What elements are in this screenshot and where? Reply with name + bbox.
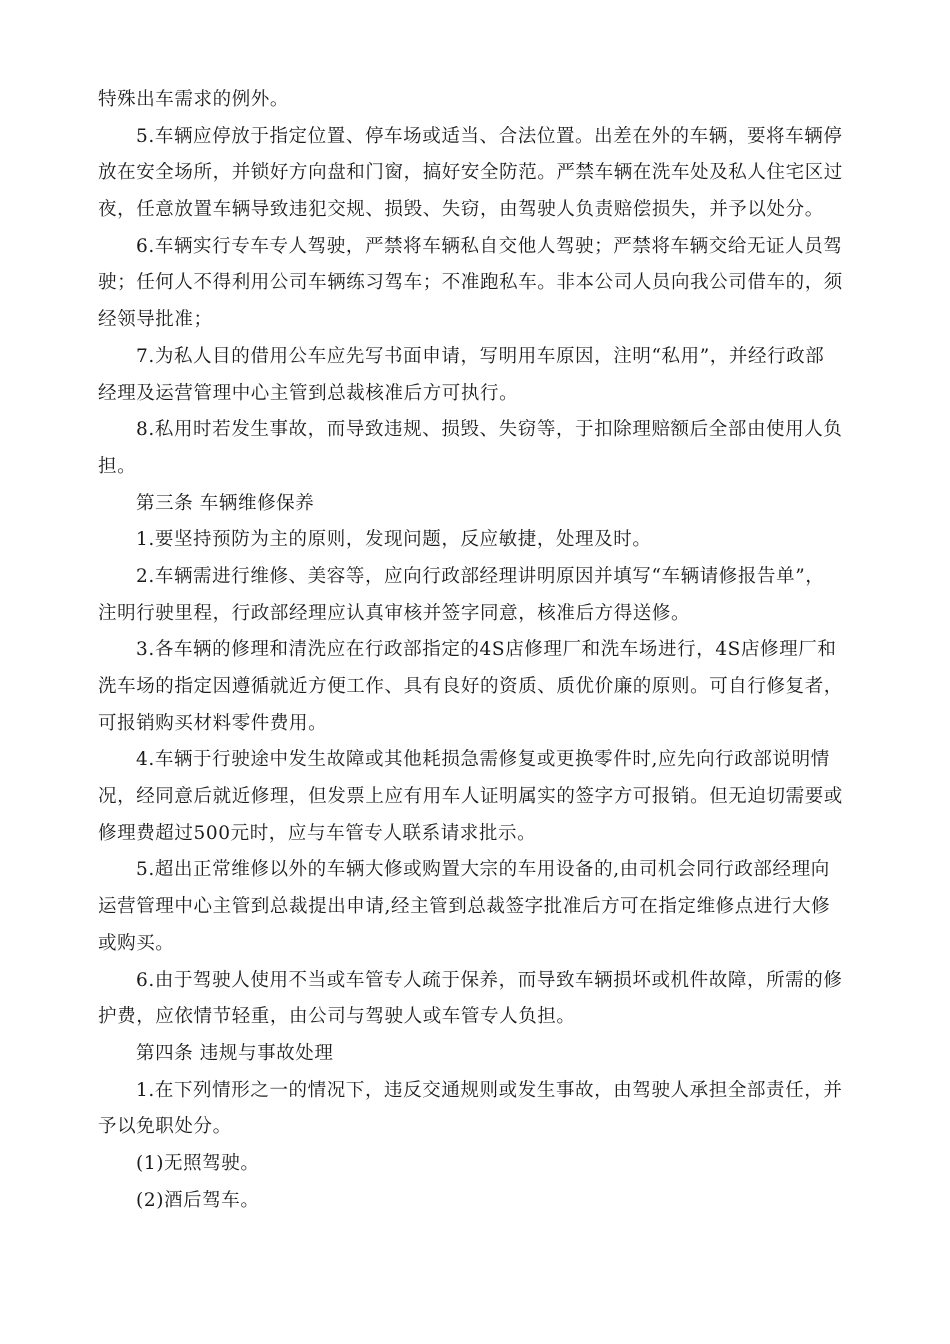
text-line: 放在安全场所，并锁好方向盘和门窗，搞好安全防范。严禁车辆在洗车处及私人住宅区过 (98, 162, 843, 184)
text-line: 3.各车辆的修理和清洗应在行政部指定的4S店修理厂和洗车场进行，4S店修理厂和 (136, 639, 837, 661)
text-line: 1.要坚持预防为主的原则，发现问题，反应敏捷，处理及时。 (136, 529, 652, 551)
section-heading: 第三条 车辆维修保养 (136, 492, 315, 514)
document-body (98, 82, 843, 1219)
list-item: (2)酒后驾车。 (136, 1189, 260, 1211)
text-line: 6.车辆实行专车专人驾驶，严禁将车辆私自交他人驾驶；严禁将车辆交给无证人员驾 (136, 235, 843, 257)
text-line: 修理费超过500元时，应与车管专人联系请求批示。 (98, 822, 537, 844)
text-line: 运营管理中心主管到总裁提出申请,经主管到总裁签字批准后方可在指定维修点进行大修 (98, 896, 831, 918)
text-line: 予以免职处分。 (98, 1116, 232, 1138)
text-line: 2.车辆需进行维修、美容等，应向行政部经理讲明原因并填写“车辆请修报告单”， (136, 565, 825, 587)
text-line: 况，经同意后就近修理，但发票上应有用车人证明属实的签字方可报销。但无迫切需要或 (98, 786, 843, 808)
text-line: 5.车辆应停放于指定位置、停车场或适当、合法位置。出差在外的车辆，要将车辆停 (136, 125, 843, 147)
text-line: 特殊出车需求的例外。 (98, 89, 290, 110)
text-line: 护费，应依情节轻重，由公司与驾驶人或车管专人负担。 (98, 1006, 576, 1028)
text-line: 注明行驶里程，行政部经理应认真审核并签字同意，核准后方得送修。 (98, 602, 691, 624)
text-line: 8.私用时若发生事故，而导致违规、损毁、失窃等，于扣除理赔额后全部由使用人负 (136, 419, 843, 441)
text-line: 可报销购买材料零件费用。 (98, 712, 328, 734)
text-line: 担。 (98, 455, 137, 477)
text-line: 4.车辆于行驶途中发生故障或其他耗损急需修复或更换零件时,应先向行政部说明情 (136, 749, 830, 771)
text-line: 驶；任何人不得利用公司车辆练习驾车；不准跑私车。非本公司人员向我公司借车的，须 (98, 272, 843, 294)
list-item: (1)无照驾驶。 (136, 1152, 260, 1174)
text-line: 5.超出正常维修以外的车辆大修或购置大宗的车用设备的,由司机会同行政部经理向 (136, 859, 830, 881)
text-line: 洗车场的指定因遵循就近方便工作、具有良好的资质、质优价廉的原则。可自行修复者， (98, 676, 843, 697)
text-line: 夜，任意放置车辆导致违犯交规、损毁、失窃，由驾驶人负责赔偿损失，并予以处分。 (98, 199, 824, 221)
text-line: 7.为私人目的借用公车应先写书面申请，写明用车原因，注明“私用”，并经行政部 (136, 345, 825, 367)
text-line: 或购买。 (98, 932, 175, 954)
text-line: 经领导批准； (98, 309, 213, 331)
text-line: 6.由于驾驶人使用不当或车管专人疏于保养，而导致车辆损坏或机件故障，所需的修 (136, 969, 843, 991)
text-line: 1.在下列情形之一的情况下，违反交通规则或发生事故，由驾驶人承担全部责任，并 (136, 1079, 843, 1101)
section-heading: 第四条 违规与事故处理 (136, 1042, 334, 1064)
text-line: 经理及运营管理中心主管到总裁核准后方可执行。 (98, 382, 519, 404)
